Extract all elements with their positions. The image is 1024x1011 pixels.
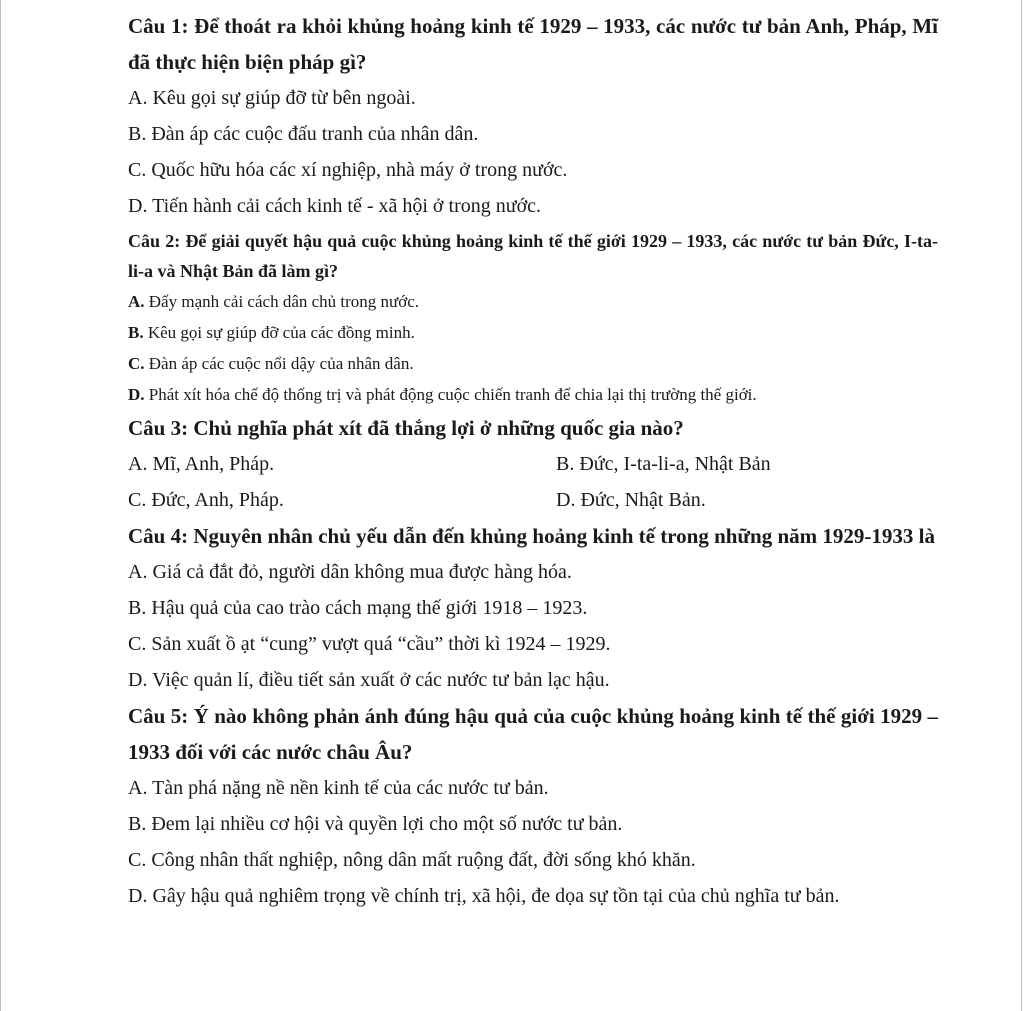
- question-1-text: Để thoát ra khỏi khủng hoảng kinh tế 1929 – 1933, các nước tư bản Anh, Pháp, Mĩ đã thực hiện biện pháp gì?: [128, 14, 938, 74]
- question-2-option-b: [128, 317, 938, 348]
- question-2-text: Để giải quyết hậu quả cuộc khủng hoảng kinh tế thế giới 1929 – 1933, các nước tư bản Đức, I-ta-li-a và Nhật Bản đã làm gì?: [128, 231, 938, 281]
- option-text: Kêu gọi sự giúp đỡ của các đồng minh.: [147, 323, 415, 342]
- quiz-content: [128, 6, 938, 914]
- question-2-option-a: [128, 286, 938, 317]
- question-4-option-d: D. Việc quản lí, điều tiết sản xuất ở các nước tư bản lạc hậu.: [128, 669, 610, 691]
- question-3: [128, 410, 938, 446]
- question-4-option-b: B. Hậu quả của cao trào cách mạng thế giới 1918 – 1923.: [128, 597, 588, 619]
- question-4-text: Nguyên nhân chủ yếu dẫn đến khủng hoảng kinh tế trong những năm 1929-1933 là: [193, 524, 935, 548]
- question-1: [128, 8, 938, 80]
- question-2-option-c: [128, 348, 938, 379]
- question-5-option-d: D. Gây hậu quả nghiêm trọng về chính trị, xã hội, đe dọa sự tồn tại của chủ nghĩa tư bản.: [128, 885, 840, 907]
- question-1-option-d: D. Tiến hành cải cách kinh tế - xã hội ở trong nước.: [128, 195, 542, 217]
- question-3-option-d: D. Đức, Nhật Bản.: [556, 489, 706, 511]
- question-1-option-a: A. Kêu gọi sự giúp đỡ từ bên ngoài.: [128, 87, 416, 109]
- question-1-option-b: B. Đàn áp các cuộc đấu tranh của nhân dân.: [128, 123, 479, 145]
- question-3-option-b: B. Đức, I-ta-li-a, Nhật Bản: [556, 453, 771, 475]
- question-3-option-a: A. Mĩ, Anh, Pháp.: [128, 453, 275, 475]
- question-5: [128, 698, 938, 770]
- question-4-label: Câu 4:: [128, 524, 189, 548]
- option-text: Đẩy mạnh cải cách dân chủ trong nước.: [148, 292, 420, 311]
- question-2-label: Câu 2:: [128, 231, 181, 251]
- question-3-options-row-2: [128, 482, 938, 518]
- question-1-option-c: C. Quốc hữu hóa các xí nghiệp, nhà máy ở trong nước.: [128, 159, 568, 181]
- option-letter: B.: [128, 323, 144, 342]
- question-3-options-row-1: [128, 446, 938, 482]
- question-2: [128, 226, 938, 286]
- option-text: Đàn áp các cuộc nổi dậy của nhân dân.: [148, 354, 414, 373]
- question-3-label: Câu 3:: [128, 416, 189, 440]
- question-1-label: Câu 1:: [128, 14, 189, 38]
- option-text: Phát xít hóa chế độ thống trị và phát động cuộc chiến tranh để chia lại thị trường thế giới.: [148, 385, 757, 404]
- question-5-text: Ý nào không phản ánh đúng hậu quả của cuộc khủng hoảng kinh tế thế giới 1929 – 1933 đối với các nước châu Âu?: [128, 704, 939, 764]
- question-5-label: Câu 5:: [128, 704, 189, 728]
- question-3-option-c: C. Đức, Anh, Pháp.: [128, 489, 284, 511]
- question-2-option-d: [128, 379, 938, 410]
- option-letter: D.: [128, 385, 145, 404]
- question-4-option-c: C. Sản xuất ồ ạt “cung” vượt quá “cầu” thời kì 1924 – 1929.: [128, 633, 611, 655]
- question-5-option-a: A. Tàn phá nặng nề nền kinh tế của các nước tư bản.: [128, 777, 549, 799]
- question-4: [128, 518, 938, 554]
- question-5-option-b: B. Đem lại nhiều cơ hội và quyền lợi cho một số nước tư bản.: [128, 813, 623, 835]
- question-4-option-a: A. Giá cả đắt đỏ, người dân không mua được hàng hóa.: [128, 561, 572, 583]
- option-letter: A.: [128, 292, 145, 311]
- question-3-text: Chủ nghĩa phát xít đã thắng lợi ở những quốc gia nào?: [193, 416, 684, 440]
- option-letter: C.: [128, 354, 145, 373]
- question-5-option-c: C. Công nhân thất nghiệp, nông dân mất ruộng đất, đời sống khó khăn.: [128, 849, 696, 871]
